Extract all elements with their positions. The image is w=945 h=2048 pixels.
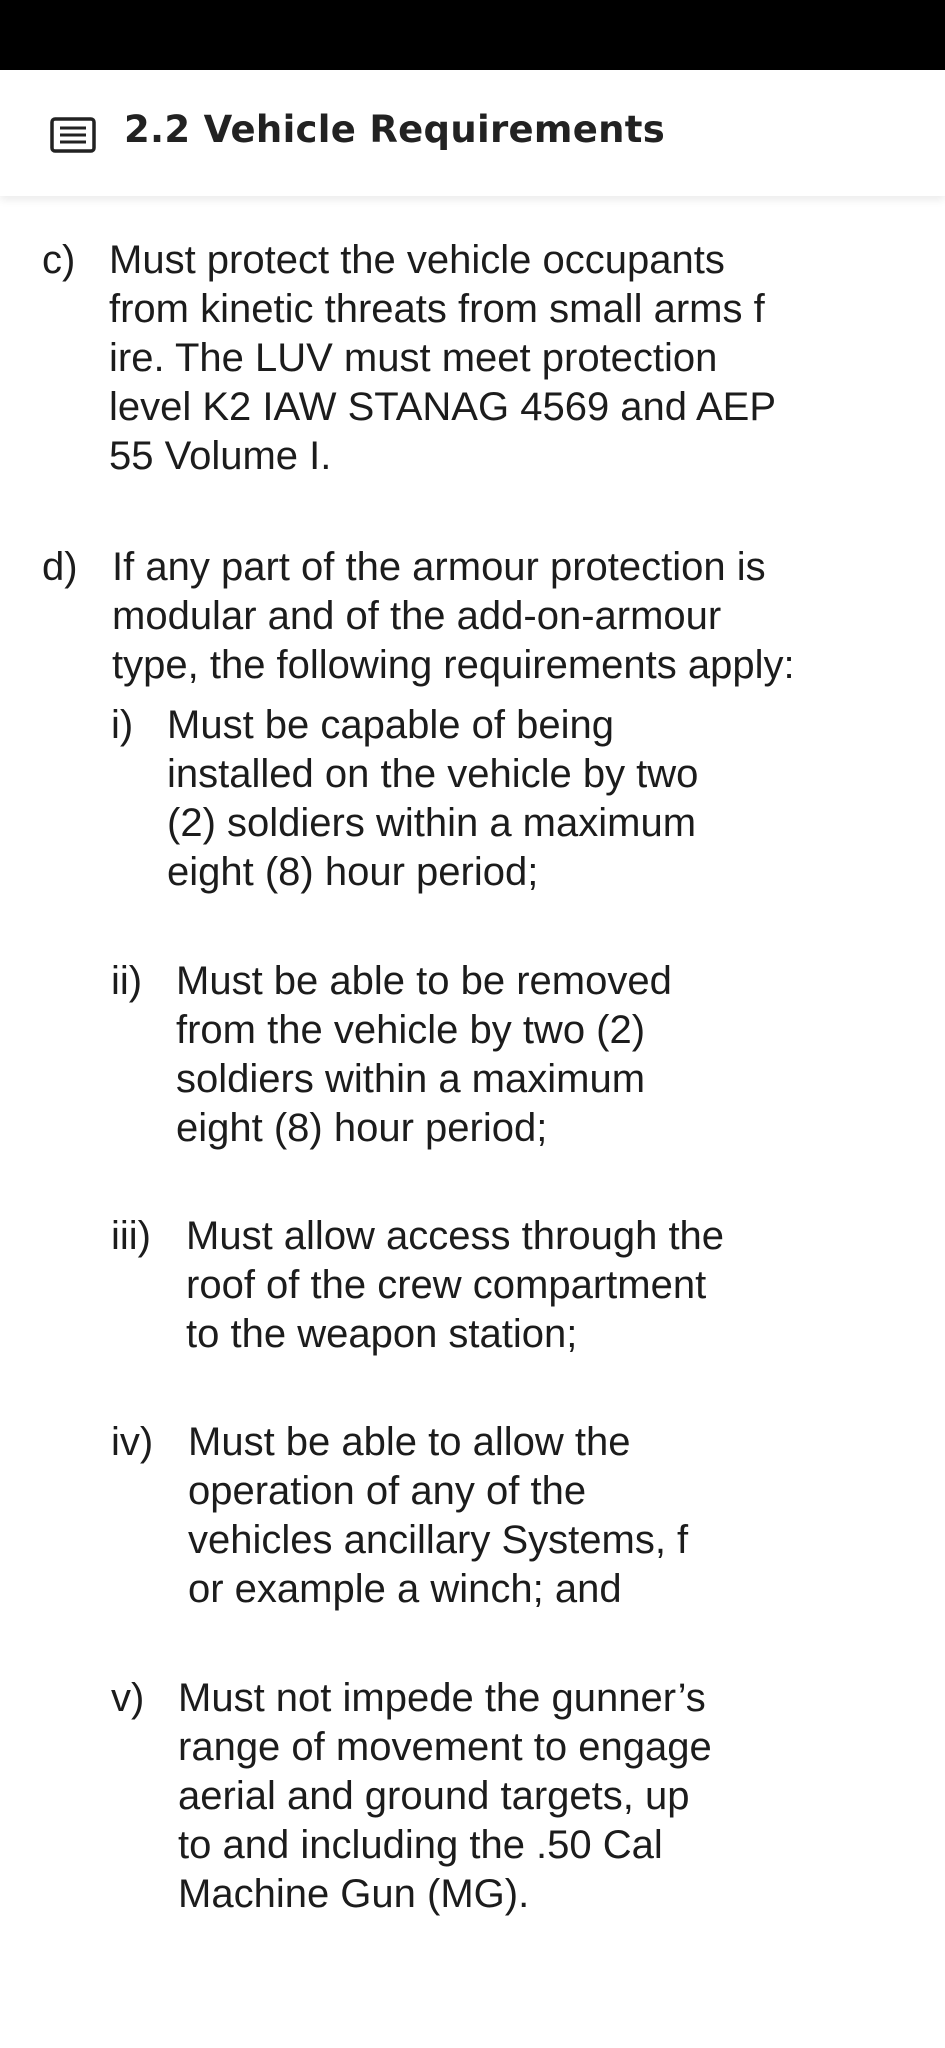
- list-marker: i): [111, 703, 134, 747]
- text-line: Must allow access through the: [186, 1214, 725, 1258]
- list-item-text: [186, 1212, 724, 1359]
- text-line: or example a winch; and: [188, 1567, 622, 1611]
- text-line: Must be capable of being: [167, 703, 614, 747]
- text-line: from the vehicle by two (2): [176, 1008, 646, 1052]
- text-line: aerial and ground targets, up: [178, 1774, 690, 1818]
- text-line: Must protect the vehicle occupants: [109, 238, 725, 282]
- text-line: Must be able to be removed: [176, 959, 672, 1003]
- text-line: Must be able to allow the: [188, 1420, 631, 1464]
- text-line: vehicles ancillary Systems, f: [188, 1518, 689, 1562]
- list-item-text: [178, 1674, 712, 1919]
- text-line: type, the following requirements apply:: [112, 643, 795, 687]
- list-marker: v): [111, 1676, 145, 1720]
- list-item-text: [188, 1418, 688, 1614]
- list-item-text: [112, 543, 795, 690]
- text-line: roof of the crew compartment: [186, 1263, 707, 1307]
- text-line: 55 Volume I.: [109, 434, 332, 478]
- list-marker: d): [42, 545, 78, 589]
- text-line: to and including the .50 Cal: [178, 1823, 663, 1867]
- text-line: eight (8) hour period;: [176, 1106, 548, 1150]
- list-item-text: [176, 957, 672, 1153]
- text-line: to the weapon station;: [186, 1312, 578, 1356]
- text-line: Must not impede the gunner’s: [178, 1676, 706, 1720]
- text-line: from kinetic threats from small arms f: [109, 287, 765, 331]
- document-content: [0, 196, 945, 2048]
- list-marker: iv): [111, 1420, 154, 1464]
- text-line: modular and of the add-on-armour: [112, 594, 722, 638]
- text-line: If any part of the armour protection is: [112, 545, 766, 589]
- text-line: soldiers within a maximum: [176, 1057, 646, 1101]
- section-header: [0, 70, 945, 196]
- text-line: range of movement to engage: [178, 1725, 712, 1769]
- list-marker: iii): [111, 1214, 151, 1258]
- text-line: operation of any of the: [188, 1469, 587, 1513]
- list-item-text: [167, 701, 698, 897]
- table-of-contents-icon[interactable]: [50, 117, 96, 153]
- list-marker: ii): [111, 959, 143, 1003]
- text-line: ire. The LUV must meet protection: [109, 336, 718, 380]
- text-line: installed on the vehicle by two: [167, 752, 699, 796]
- text-line: Machine Gun (MG).: [178, 1872, 530, 1916]
- text-line: level K2 IAW STANAG 4569 and AEP: [109, 385, 776, 429]
- page-title: 2.2 Vehicle Requirements: [124, 108, 666, 151]
- text-line: (2) soldiers within a maximum: [167, 801, 697, 845]
- text-line: eight (8) hour period;: [167, 850, 539, 894]
- status-bar: [0, 0, 945, 70]
- list-marker: c): [42, 238, 76, 282]
- list-item-text: [109, 236, 776, 481]
